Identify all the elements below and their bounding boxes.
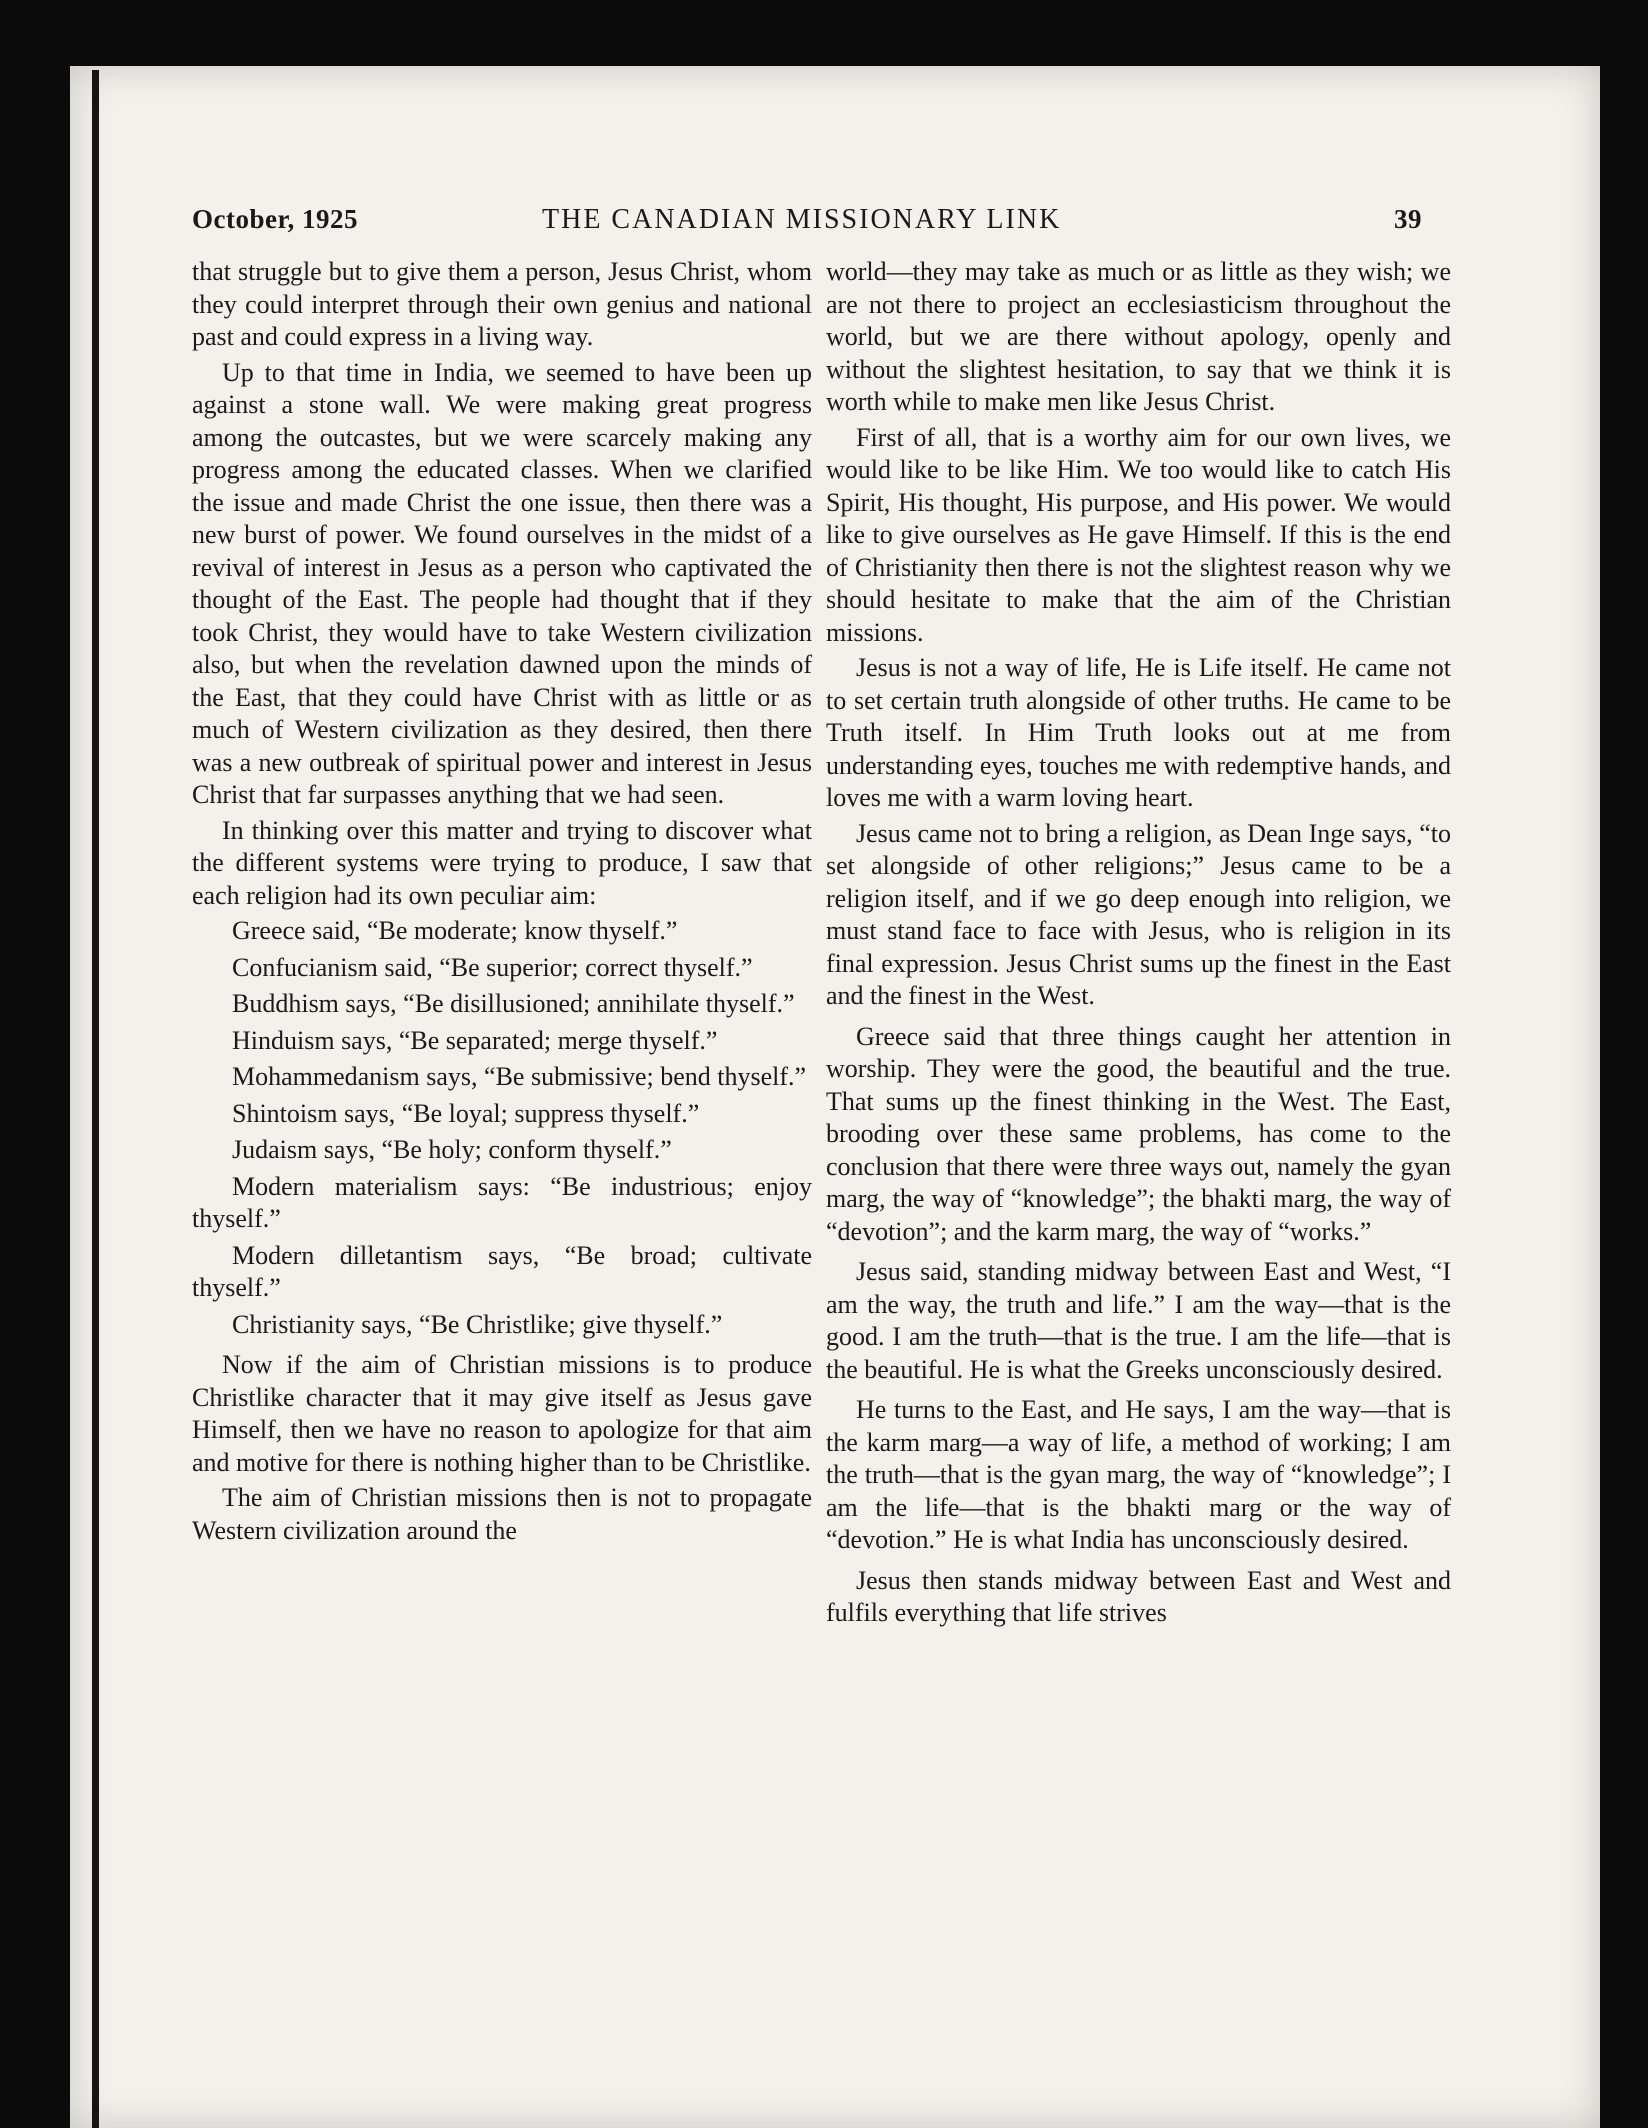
paragraph: First of all, that is a worthy aim for our own lives, we would like to be like Him. We too would like to catch His Spirit, His thought, His purpose, and His power. We would like to give ourselves as He gave Himself. If this is the end of Christianity then there is not the slightest reason why we should hesitate to make that the aim of the Christian missions. bbox=[826, 422, 1451, 647]
religion-saying: Modern materialism says: “Be industrious; enjoy thyself.” bbox=[192, 1171, 812, 1233]
paragraph: The aim of Christian missions then is not to propagate Western civilization around the bbox=[192, 1483, 812, 1545]
binding-edge bbox=[92, 70, 99, 2128]
paragraph: Greece said that three things caught her attention in worship. They were the good, the beautiful and the true. That sums up the finest thinking in the West. The East, brooding over these same problems, has come to the conclusion that there were three ways out, namely the gyan marg, the way of “knowledge”; the bhakti marg, the way of “devotion”; and the karm marg, the way of “works.” bbox=[826, 1021, 1451, 1246]
page-number: 39 bbox=[1394, 204, 1422, 234]
religion-saying: Buddhism says, “Be disillusioned; annihilate thyself.” bbox=[232, 989, 795, 1018]
paragraph: world—they may take as much or as little as they wish; we are not there to project an ecclesiasticism throughout the world, but we are there without apology, openly and without the slightest hesitation, to say that we think it is worth while to make men like Jesus Christ. bbox=[826, 257, 1451, 416]
religion-saying: Christianity says, “Be Christlike; give thyself.” bbox=[232, 1309, 723, 1339]
religion-saying: Hinduism says, “Be separated; merge thyself.” bbox=[232, 1025, 718, 1055]
religion-saying: Judaism says, “Be holy; conform thyself.” bbox=[232, 1135, 672, 1164]
religion-saying: Shintoism says, “Be loyal; suppress thyself.” bbox=[232, 1098, 700, 1128]
religion-saying: Modern dilletantism says, “Be broad; cultivate thyself.” bbox=[192, 1240, 812, 1302]
paragraph: Jesus came not to bring a religion, as Dean Inge says, “to set alongside of other religions;” Jesus came to be a religion itself, and if we go deep enough into religion, we must stand face to face with Jesus, who is religion in its final expression. Jesus Christ sums up the finest in the East and the finest in the West. bbox=[826, 818, 1451, 1010]
page-header bbox=[192, 204, 1422, 244]
paragraph: Jesus then stands midway between East and West and fulfils everything that life strives bbox=[826, 1565, 1451, 1627]
magazine-title: THE CANADIAN MISSIONARY LINK bbox=[542, 204, 1062, 235]
paragraph: Jesus said, standing midway between East and West, “I am the way, the truth and life.” I am the way—that is the good. I am the truth—that is the true. I am the life—that is the beautiful. He is what the Greeks unconsciously desired. bbox=[826, 1257, 1451, 1384]
paragraph: Up to that time in India, we seemed to have been up against a stone wall. We were making great progress among the outcastes, but we were scarcely making any progress among the educated classes. When we clarified the issue and made Christ the one issue, then there was a new burst of power. We found ourselves in the midst of a revival of interest in Jesus as a person who captivated the thought of the East. The people had thought that if they took Christ, they would have to take Western civilization also, but when the revelation dawned upon the minds of the East, that they could have Christ with as little or as much of Western civilization as they desired, then there was a new outbreak of spiritual power and interest in Jesus Christ that far surpasses anything that we had seen. bbox=[192, 357, 812, 809]
paragraph: Now if the aim of Christian missions is to produce Christlike character that it may give itself as Jesus gave Himself, then we have no reason to apologize for that aim and motive for there is nothing higher than to be Christlike. bbox=[192, 1350, 812, 1477]
paragraph: He turns to the East, and He says, I am the way—that is the karm marg—a way of life, a method of working; I am the truth—that is the gyan marg, the way of “knowledge”; I am the life—that is the bhakti marg or the way of “devotion.” He is what India has unconsciously desired. bbox=[826, 1395, 1451, 1554]
religion-saying: Mohammedanism says, “Be submissive; bend thyself.” bbox=[232, 1062, 807, 1091]
religion-saying: Greece said, “Be moderate; know thyself.” bbox=[232, 916, 678, 945]
header-date: October, 1925 bbox=[192, 204, 358, 234]
paragraph: Jesus is not a way of life, He is Life itself. He came not to set certain truth alongside of other truths. He came to be Truth itself. In Him Truth looks out at me from understanding eyes, touches me with redemptive hands, and loves me with a warm loving heart. bbox=[826, 653, 1451, 812]
religion-saying: Confucianism said, “Be superior; correct thyself.” bbox=[232, 952, 753, 982]
left-column bbox=[192, 256, 812, 1550]
paragraph: that struggle but to give them a person, Jesus Christ, whom they could interpret through their own genius and national past and could express in a living way. bbox=[192, 257, 812, 351]
paragraph: In thinking over this matter and trying to discover what the different systems were trying to produce, I saw that each religion had its own peculiar aim: bbox=[192, 815, 812, 910]
right-column bbox=[826, 256, 1451, 1633]
